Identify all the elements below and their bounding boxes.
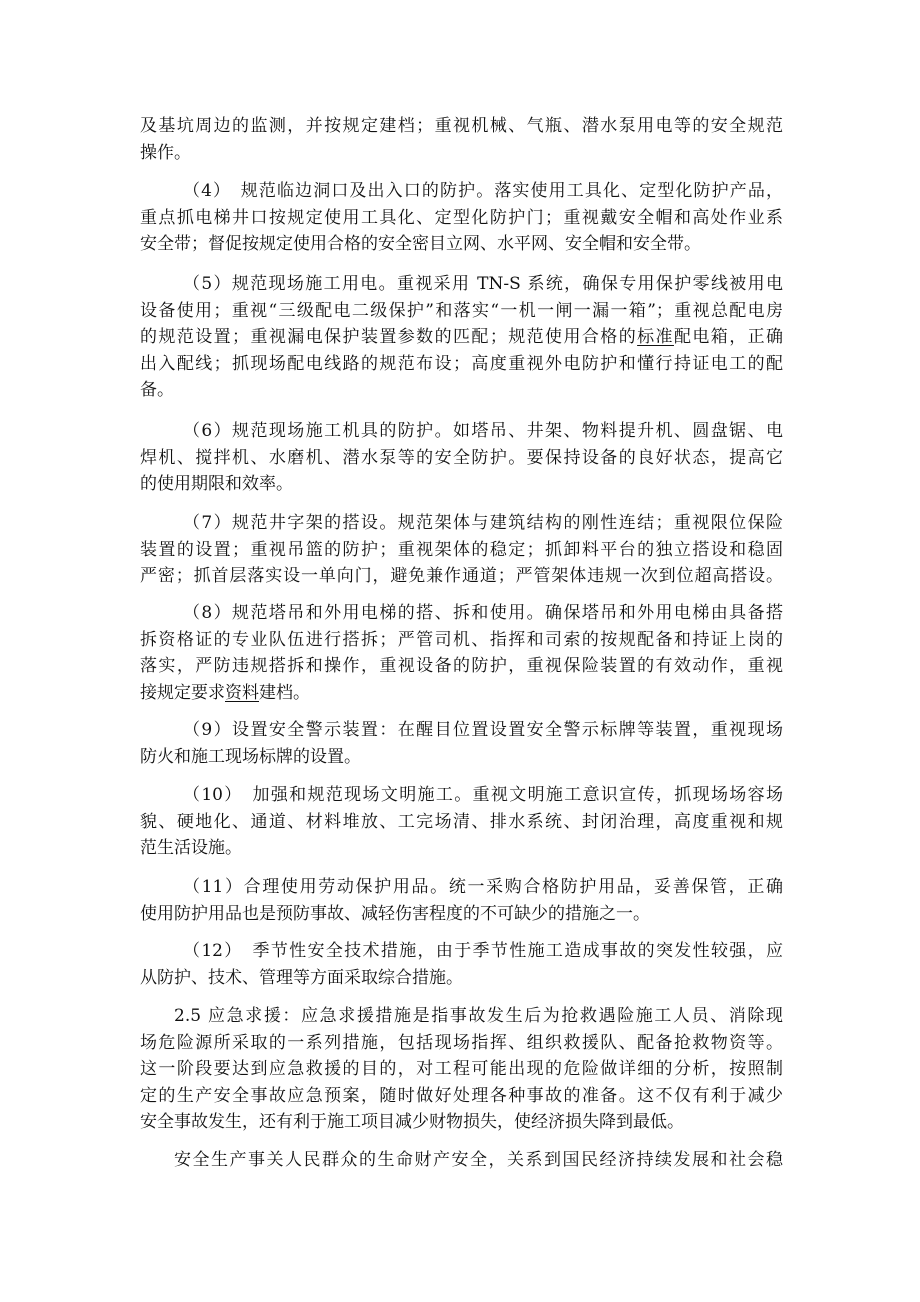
paragraph bbox=[140, 1003, 783, 1136]
text-line: 装置的设置；重视吊篮的防护；重视架体的稳定；抓卸料平台的独立搭设和稳固 bbox=[140, 539, 783, 560]
text-line: 的使用期限和效率。 bbox=[140, 474, 293, 494]
paragraph bbox=[140, 271, 783, 404]
text-line: 定的生产安全事故应急预案，随时做好处理各种事故的准备。这不仅有利于减少 bbox=[140, 1085, 783, 1106]
paragraph bbox=[140, 1147, 783, 1174]
text-line: 的规范设置；重视漏电保护装置参数的匹配；规范使用合格的标准配电箱，正确 bbox=[140, 327, 784, 347]
paragraph bbox=[140, 113, 783, 166]
text-line: 使用防护用品也是预防事故、减轻伤害程度的不可缺少的措施之一。 bbox=[140, 903, 650, 924]
paragraph bbox=[140, 874, 783, 927]
text-line: 安全生产事关人民群众的生命财产安全，关系到国民经济持续发展和社会稳 bbox=[174, 1150, 783, 1170]
paragraph bbox=[140, 782, 783, 862]
text-line: （12） 季节性安全技术措施，由于季节性施工造成事故的突发性较强，应 bbox=[183, 941, 783, 961]
text-line: 安全事故发生，还有利于施工项目减少财物损失，使经济损失降到最低。 bbox=[140, 1112, 684, 1132]
text-line: 备。 bbox=[140, 380, 174, 400]
text-line: 设备使用；重视“三级配电二级保护”和落实“一机一闸一漏一箱”；重视总配电房 bbox=[140, 300, 783, 321]
text-line: 出入配线；抓现场配电线路的规范布设；高度重视外电防护和懂行持证电工的配 bbox=[140, 353, 783, 374]
text-line: （9）设置安全警示装置：在醒目位置设置安全警示标牌等装置，重视现场 bbox=[183, 720, 783, 740]
text-line: 拆资格证的专业队伍进行搭拆；严管司机、指挥和司索的按规配备和持证上岗的 bbox=[140, 629, 783, 650]
text-line: （10） 加强和规范现场文明施工。重视文明施工意识宣传，抓现场场容场 bbox=[183, 785, 783, 805]
text-line: （4） 规范临边洞口及出入口的防护。落实使用工具化、定型化防护产品， bbox=[183, 181, 783, 201]
text-line: （5）规范现场施工用电。重视采用 TN-S 系统，确保专用保护零线被用电 bbox=[183, 274, 783, 294]
text-line: 落实，严防违规搭拆和操作，重视设备的防护，重视保险装置的有效动作，重视 bbox=[140, 656, 783, 676]
text-line: （11）合理使用劳动保护用品。统一采购合格防护用品，妥善保管，正确 bbox=[183, 877, 783, 897]
text-line: 场危险源所采取的一系列措施，包括现场指挥、组织救援队、配备抢救物资等。 bbox=[140, 1032, 783, 1053]
text-line: 及基坑周边的监测，并按规定建档；重视机械、气瓶、潜水泵用电等的安全规范 bbox=[140, 116, 783, 136]
text-line: （6）规范现场施工机具的防护。如塔吊、井架、物料提升机、圆盘锯、电 bbox=[183, 421, 783, 441]
text-line: 焊机、搅拌机、水磨机、潜水泵等的安全防护。要保持设备的良好状态，提高它 bbox=[140, 447, 783, 468]
paragraph bbox=[140, 938, 783, 991]
text-line: 从防护、技术、管理等方面采取综合措施。 bbox=[140, 967, 463, 988]
underlined-term: 资料 bbox=[225, 682, 259, 703]
paragraph bbox=[140, 510, 783, 590]
underlined-term: 标准 bbox=[637, 327, 674, 347]
text-line: （8）规范塔吊和外用电梯的搭、拆和使用。确保塔吊和外用电梯由具备搭 bbox=[183, 603, 783, 623]
text-line: 范生活设施。 bbox=[140, 838, 242, 858]
paragraph bbox=[140, 717, 783, 770]
text-line: 这一阶段要达到应急救援的目的，对工程可能出现的危险做详细的分析，按照制 bbox=[140, 1059, 783, 1079]
text-line: 重点抓电梯井口按规定使用工具化、定型化防护门；重视戴安全帽和高处作业系 bbox=[140, 207, 783, 228]
text-line: 防火和施工现场标牌的设置。 bbox=[140, 746, 361, 767]
text-line: 接规定要求资料建档。 bbox=[140, 682, 310, 703]
text-line: 2.5 应急求援：应急求援措施是指事故发生后为抢救遇险施工人员、消除现 bbox=[174, 1006, 783, 1026]
paragraph bbox=[140, 418, 783, 498]
paragraph bbox=[140, 178, 783, 258]
paragraph bbox=[140, 600, 783, 706]
text-line: 安全带；督促按规定使用合格的安全密目立网、水平网、安全帽和安全带。 bbox=[140, 234, 701, 254]
text-line: 严密；抓首层落实设一单向门，避免兼作通道；严管架体违规一次到位超高搭设。 bbox=[140, 566, 783, 586]
text-line: （7）规范井字架的搭设。规范架体与建筑结构的刚性连结；重视限位保险 bbox=[183, 513, 783, 533]
text-line: 貌、硬地化、通道、材料堆放、工完场清、排水系统、封闭治理，高度重视和规 bbox=[140, 811, 783, 832]
text-line: 操作。 bbox=[140, 142, 191, 163]
